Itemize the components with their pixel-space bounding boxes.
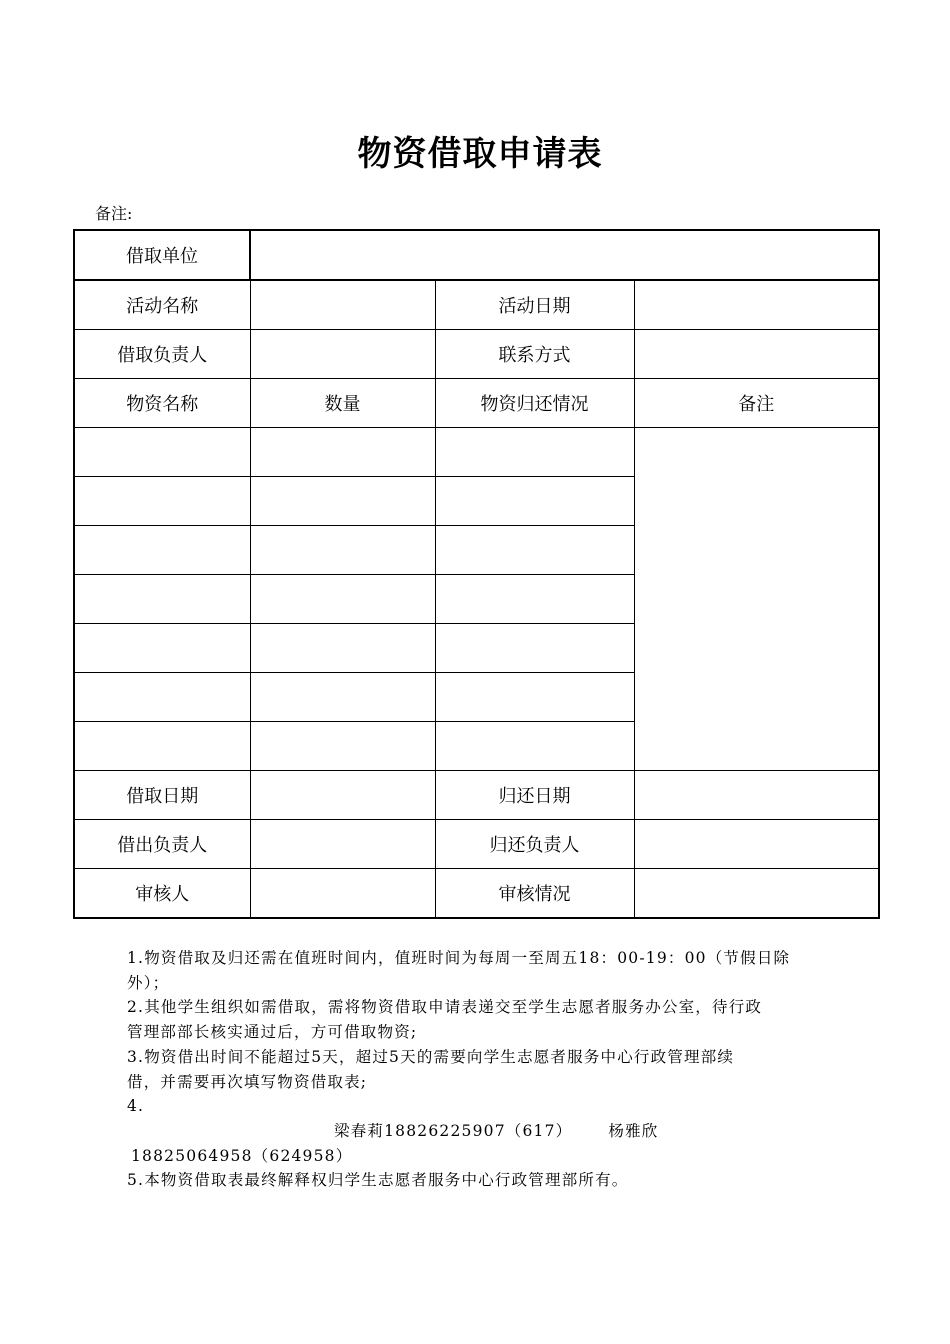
field-contact[interactable] [634,330,879,379]
field-activity-name[interactable] [250,280,435,330]
field-quantity[interactable] [250,624,435,673]
label-reviewer: 审核人 [74,869,250,919]
note-2-line-1: 2.其他学生组织如需借取，需将物资借取申请表递交至学生志愿者服务办公室，待行政 [127,998,763,1017]
field-return-status[interactable] [435,722,634,771]
application-form-table [73,229,880,919]
table-row-borrow-date [74,771,879,820]
label-borrow-date: 借取日期 [74,771,250,820]
field-quantity[interactable] [250,575,435,624]
field-item-name[interactable] [74,428,250,477]
field-return-status[interactable] [435,428,634,477]
field-activity-date[interactable] [634,280,879,330]
label-return-date: 归还日期 [435,771,634,820]
header-quantity: 数量 [250,379,435,428]
field-return-status[interactable] [435,624,634,673]
field-item-name[interactable] [74,673,250,722]
field-borrowing-unit[interactable] [250,230,879,280]
note-3-line-2: 借，并需要再次填写物资借取表; [127,1072,368,1091]
header-item-name: 物资名称 [74,379,250,428]
label-borrower: 借取负责人 [74,330,250,379]
table-row-responsible [74,330,879,379]
field-return-status[interactable] [435,575,634,624]
note-3-line-1: 3.物资借出时间不能超过5天，超过5天的需要向学生志愿者服务中心行政管理部续 [127,1047,735,1066]
field-return-date[interactable] [634,771,879,820]
note-4-contacts [127,1119,817,1144]
field-return-status[interactable] [435,477,634,526]
field-return-status[interactable] [435,526,634,575]
field-item-name[interactable] [74,477,250,526]
page-title: 物资借取申请表 [357,134,603,174]
note-5: 5.本物资借取表最终解释权归学生志愿者服务中心行政管理部所有。 [127,1171,629,1190]
label-borrowing-unit: 借取单位 [74,230,250,280]
label-activity-date: 活动日期 [435,280,634,330]
field-reviewer[interactable] [250,869,435,919]
field-quantity[interactable] [250,526,435,575]
field-quantity[interactable] [250,477,435,526]
contact-2-phone: 18825064958（624958） [131,1146,353,1165]
field-borrower[interactable] [250,330,435,379]
note-4-label: 4. [127,1097,145,1116]
field-lender[interactable] [250,820,435,869]
contact-1: 梁春莉18826225907（617） [334,1121,573,1140]
label-review-status: 审核情况 [435,869,634,919]
field-item-name[interactable] [74,575,250,624]
table-row-lend-responsible [74,820,879,869]
header-return-status: 物资归还情况 [435,379,634,428]
table-header-row [74,379,879,428]
note-1-line-2: 外）； [127,973,170,992]
label-return-responsible: 归还负责人 [435,820,634,869]
field-item-name[interactable] [74,526,250,575]
notes-section [127,946,817,1193]
field-quantity[interactable] [250,722,435,771]
field-quantity[interactable] [250,428,435,477]
field-remarks[interactable] [634,428,879,771]
note-2-line-2: 管理部部长核实通过后，方可借取物资; [127,1023,418,1042]
field-quantity[interactable] [250,673,435,722]
table-row-review [74,869,879,919]
remark-label: 备注: [95,204,133,223]
field-item-name[interactable] [74,624,250,673]
note-1-line-1: 1.物资借取及归还需在值班时间内，值班时间为每周一至周五18：00-19：00（节假日除 [127,949,791,967]
label-activity-name: 活动名称 [74,280,250,330]
label-lender: 借出负责人 [74,820,250,869]
field-item-name[interactable] [74,722,250,771]
header-remarks: 备注 [634,379,879,428]
table-row-borrowing-unit [74,230,879,280]
field-return-status[interactable] [435,673,634,722]
label-contact: 联系方式 [435,330,634,379]
field-borrow-date[interactable] [250,771,435,820]
table-row-activity [74,280,879,330]
contact-2-name: 杨雅欣 [608,1121,659,1140]
table-row [74,428,879,477]
field-review-status[interactable] [634,869,879,919]
field-return-responsible[interactable] [634,820,879,869]
